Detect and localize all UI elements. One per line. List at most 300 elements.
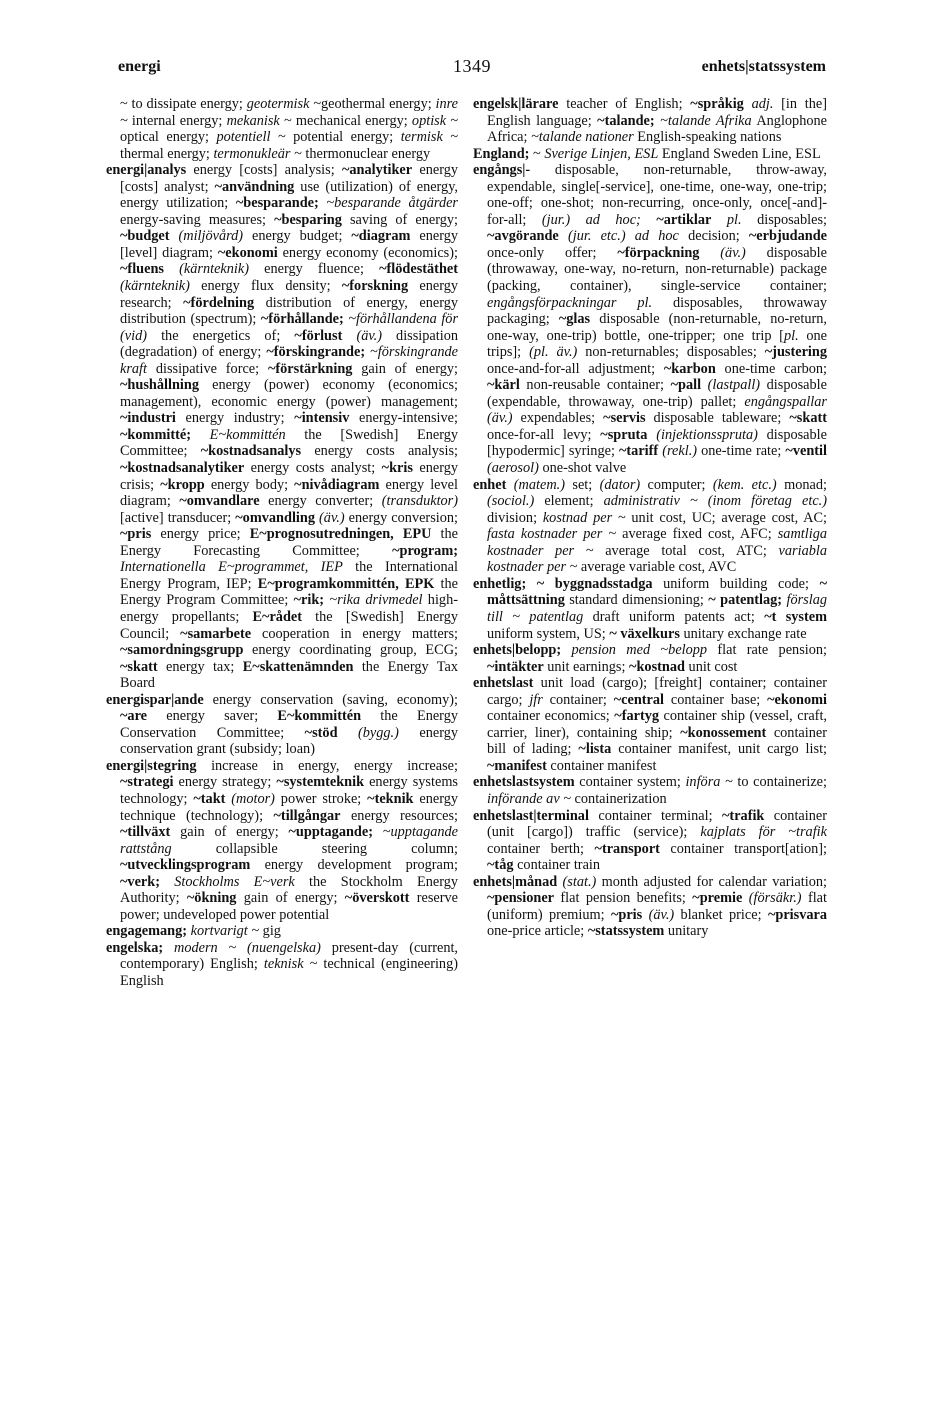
definition-text: mechanical energy; [291, 112, 412, 129]
italic-text: (kärnteknik) [179, 261, 249, 278]
definition-text: energy industry; [175, 410, 295, 427]
definition-text: energy research; [120, 278, 458, 311]
definition-text: gig [259, 923, 281, 940]
italic-text: ~besparande åtgärder [326, 195, 458, 212]
headword-text: enhetslastsystem [473, 774, 575, 791]
headword-text: energi|analys [106, 162, 187, 179]
definition-text: one-shot valve [538, 460, 627, 477]
definition-text: container manifest, unit cargo list; [611, 741, 828, 758]
italic-text: fasta kostnader per ~ [487, 526, 617, 543]
definition-text: average fixed cost, AFC; [616, 526, 778, 543]
headword-text: ~skatt [789, 410, 827, 427]
headword-text: ~artiklar [656, 211, 712, 228]
definition-text: potential energy; [285, 129, 401, 146]
headword-text: enhets|belopp; [473, 642, 562, 659]
definition-text: unitary exchange rate [679, 625, 807, 642]
definition-text: use (utilization) of energy, energy utilization; [120, 178, 459, 212]
dictionary-entry [473, 774, 827, 807]
italic-text: mekanisk ~ [226, 112, 292, 129]
headword-text: ~trafik [722, 807, 765, 824]
headword-text: enhet [473, 476, 507, 493]
headword-text: E~kommittén [277, 708, 362, 725]
italic-text: (äv.) [356, 327, 382, 344]
definition-text: container bill of lading; [487, 724, 828, 758]
definition-text: gain of energy; [236, 890, 345, 907]
headword-text: ~stöd [304, 724, 338, 741]
headword-text: ~ökning [186, 890, 237, 907]
italic-text: (miljövård) [178, 228, 244, 245]
headword-text: ~kärl [487, 377, 520, 394]
definition-text: energy coordinating group, ECG; [243, 642, 458, 659]
definition-text: one trips]; [487, 327, 827, 361]
dictionary-entry [106, 96, 458, 162]
italic-text: ~talande Afrika [660, 112, 752, 129]
italic-text: (bygg.) [358, 724, 399, 741]
headword-text: ~premie [692, 890, 743, 907]
definition-text: ~ to dissipate energy; [120, 96, 247, 112]
headword-text: enhetslast [473, 675, 534, 692]
headword-text: ~systemteknik [276, 774, 365, 791]
headword-text: ~kommitté; [120, 426, 191, 443]
headword-text: ~analytiker [341, 162, 413, 179]
headword-text: ~tillgångar [273, 807, 341, 824]
italic-text: (kärnteknik) [120, 278, 190, 295]
definition-text: energy crisis; [120, 460, 459, 493]
headword-text: E~prognosutredningen, EPU [249, 526, 432, 543]
headword-text: ~pris [610, 906, 643, 923]
definition-text: gain of energy; [170, 824, 289, 841]
headword-text: ~pensioner [487, 890, 555, 907]
headword-text: energispar|ande [106, 691, 204, 708]
headword-text: ~servis [603, 410, 646, 427]
definition-text: the [Swedish] Energy Council; [120, 608, 458, 642]
headword-text: ~nivådiagram [294, 476, 380, 493]
definition-text: disposables; [741, 211, 828, 228]
dictionary-entry [473, 642, 827, 675]
italic-text: E~kommittén [209, 426, 286, 443]
italic-text: potentiell ~ [216, 129, 286, 146]
headword-text: ~talande; [597, 112, 655, 129]
italic-text: (äv.) [319, 509, 345, 526]
definition-text [711, 212, 727, 228]
dictionary-entry [473, 162, 827, 476]
headword-text: ~statssystem [587, 923, 665, 940]
italic-text: kortvarigt ~ [190, 923, 260, 940]
definition-text: [active] transducer; [120, 509, 236, 526]
headword-text: ~flödestäthet [379, 261, 458, 278]
definition-text: energy [costs] analyst; [120, 162, 458, 195]
definition-text [164, 261, 179, 277]
page-number: 1349 [453, 56, 491, 76]
italic-text: (matem.) [513, 476, 565, 493]
headword-text: enhets|månad [473, 873, 558, 890]
headword-text: ~användning [214, 178, 295, 195]
italic-text: teknisk ~ [263, 956, 318, 973]
definition-text: uniform system, US; [487, 625, 610, 642]
italic-text: ~upptagande rattstång [120, 824, 459, 857]
definition-text [641, 212, 657, 228]
headword-text: ~ måttsättning [487, 575, 827, 609]
italic-text: införande av ~ [487, 790, 571, 807]
dictionary-entry [473, 576, 827, 642]
headword-text: ~forskning [341, 278, 409, 295]
definition-text: division; [487, 509, 543, 526]
italic-text: pl. [726, 211, 742, 228]
headword-text: engångs|- [473, 162, 531, 179]
definition-text: draft uniform patents act; [583, 608, 765, 625]
italic-text: (lastpall) [707, 377, 761, 394]
italic-text: (transduktor) [381, 493, 459, 510]
headword-text: ~skatt [120, 658, 158, 675]
right-guide-word: enhets|statssystem [701, 58, 826, 75]
italic-text: (äv.) [648, 906, 675, 923]
headword-text: ~språkig [690, 96, 744, 112]
italic-text: (pl. äv.) [529, 344, 578, 361]
definition-text: cooperation in energy matters; [251, 625, 458, 642]
italic-text: administrativ ~ (inom företag etc.) [603, 493, 828, 510]
definition-text: energy conversion; [344, 509, 458, 526]
headword-text: ~konossement [680, 724, 767, 741]
italic-text: geotermisk ~ [246, 96, 321, 112]
definition-text: reserve power; undeveloped power potential [120, 890, 458, 923]
definition-text: energy fluence; [248, 261, 380, 278]
definition-text: container train [513, 857, 601, 874]
italic-text: (rekl.) [662, 443, 698, 460]
italic-text: inre ~ [120, 96, 458, 129]
headword-text: ~förhållande; [260, 311, 344, 328]
definition-text: the Stockholm Energy Authority; [120, 873, 459, 907]
definition-text: blanket price; [674, 906, 768, 923]
definition-text: energy [level] diagram; [120, 228, 459, 261]
headword-text: ~ekonomi [767, 691, 827, 708]
headword-text: ~intäkter [487, 658, 544, 675]
italic-text: jfr [529, 691, 543, 708]
definition-text: unit cost [684, 658, 738, 675]
definition-text: container manifest [546, 757, 657, 774]
headword-text: ~prisvara [767, 906, 827, 923]
headword-text: England; [473, 145, 530, 162]
definition-text: disposable (expendable, throwaway, one-trip) pallet; [487, 377, 827, 410]
dictionary-entry [106, 692, 458, 758]
definition-text: element; [534, 493, 604, 510]
headword-text: ~överskott [344, 890, 410, 907]
definition-text: the [Swedish] Energy Committee; [120, 426, 458, 460]
definition-text: unitary [664, 923, 709, 940]
definition-text [373, 824, 383, 840]
definition-text: container (unit [cargo]) traffic (service); [487, 807, 827, 841]
headword-text: ~transport [594, 840, 660, 857]
definition-text: technical (engineering) English [120, 956, 458, 989]
definition-text: disposable (throwaway, one-way, no-return, non-returnable) package (packing, container), single-service container; [487, 244, 828, 295]
definition-text: energy budget; [243, 228, 352, 245]
italic-text: engångsförpackningar pl. [487, 294, 653, 311]
definition-text: the Energy Conservation Committee; [120, 708, 458, 741]
headword-text: ~förlust [294, 327, 343, 344]
italic-text: Internationella E~programmet, IEP [120, 559, 343, 576]
italic-text: (försäkr.) [748, 890, 802, 907]
definition-text [647, 427, 656, 443]
italic-text: ~talande nationer [531, 129, 634, 146]
dictionary-entry [106, 923, 458, 940]
headword-text: ~förskingrande; [266, 344, 366, 361]
definition-text: expendables; [512, 410, 604, 427]
definition-text: [in the] English language; [487, 96, 827, 129]
definition-text: disposable, non-returnable, throw-away, expendable, single[-service], one-time, one-way, one-trip; one-off; one-shot; non-recurring, once-only, once[-and]-for-all; [487, 162, 827, 228]
dictionary-entry [473, 874, 827, 940]
definition-text [342, 328, 356, 344]
definition-text: energy costs analysis; [301, 443, 458, 460]
definition-text: energy economy (economics); [277, 244, 458, 261]
definition-text: dissipation (degradation) of energy; [120, 327, 459, 361]
headword-text: ~teknik [367, 790, 414, 807]
definition-text: container system; [574, 774, 686, 791]
definition-text: once-and-for-all adjustment; [487, 360, 664, 377]
definition-text: disposable tableware; [645, 410, 790, 427]
headword-text: engagemang; [106, 923, 188, 940]
italic-text: (stat.) [562, 873, 597, 890]
headword-text: ~intensiv [294, 410, 350, 427]
definition-text: the International Energy Program, IEP; [120, 559, 458, 592]
definition-text: the energetics of; [147, 327, 295, 344]
definition-text [506, 477, 513, 493]
definition-text: energy technique (technology); [120, 790, 458, 824]
definition-text: energy converter; [259, 493, 382, 510]
headword-text: ~program; [392, 542, 458, 559]
definition-text: unit earnings; [543, 658, 630, 675]
headword-text: ~ patentlag; [708, 592, 783, 609]
definition-text: to containerize; [732, 774, 827, 791]
definition-text: thermal energy; [120, 145, 214, 162]
definition-text: flat pension benefits; [554, 890, 693, 907]
headword-text: ~kostnad [629, 658, 685, 675]
definition-text: container; [542, 691, 614, 708]
headword-text: ~pris [120, 526, 152, 543]
headword-text: engelska; [106, 939, 164, 956]
italic-text: (dator) [599, 476, 641, 493]
headword-text: ~besparande; [235, 195, 319, 212]
definition-text: container ship (vessel, craft, carrier, liner), containing ship; [487, 708, 827, 741]
headword-text: ~manifest [487, 757, 547, 774]
headword-text: ~pall [670, 377, 702, 394]
italic-text: Sverige Linjen, ESL [544, 145, 659, 162]
definition-text: non-reusable container; [519, 377, 671, 394]
headword-text: ~kropp [160, 476, 205, 493]
headword-text: ~besparing [274, 211, 342, 228]
headword-text: ~fluens [120, 261, 164, 278]
headword-text: E~rådet [252, 608, 303, 625]
definition-text: month adjusted for calendar variation; [596, 873, 827, 890]
dictionary-entry [473, 808, 827, 874]
definition-text: container berth; [487, 840, 595, 857]
headword-text: ~utvecklingsprogram [120, 857, 251, 874]
definition-text [744, 96, 752, 112]
definition-text: energy body; [204, 476, 295, 493]
definition-text: unit cost, UC; average cost, AC; [625, 509, 828, 526]
italic-text: (sociol.) [487, 493, 535, 510]
definition-text: saving of energy; [341, 211, 458, 228]
italic-text: ~förhållandena för (vid) [120, 311, 459, 344]
headword-text: ~budget [120, 228, 170, 245]
italic-text: ~rika drivmedel [329, 592, 423, 609]
definition-text: energy saver; [147, 708, 278, 725]
italic-text: (äv.) [720, 244, 746, 261]
headword-text: ~erbjudande [748, 228, 828, 245]
definition-text: energy tax; [157, 658, 243, 675]
headword-text: ~avgörande [487, 228, 559, 245]
left-guide-word: energi [118, 58, 161, 75]
headword-text: ~ växelkurs [609, 625, 680, 642]
definition-text: energy systems technology; [120, 774, 458, 807]
definition-text: energy flux density; [189, 278, 342, 295]
headword-text: ~ekonomi [217, 244, 278, 261]
headword-text: ~hushållning [120, 377, 199, 394]
italic-text: modern ~ (nuengelska) [174, 939, 321, 956]
definition-text: one-time carbon; [715, 360, 827, 377]
definition-text: teacher of English; [558, 96, 691, 112]
italic-text: pension med ~belopp [571, 642, 708, 659]
dictionary-entry [106, 940, 458, 990]
italic-text: pl. [783, 327, 799, 344]
headword-text: ~samordningsgrupp [120, 642, 244, 659]
italic-text: ~förskingrande kraft [120, 344, 458, 377]
definition-text: unit load (cargo); [freight] container; container cargo; [487, 675, 827, 708]
definition-text: high-energy propellants; [120, 592, 458, 625]
definition-text: one-time rate; [697, 443, 786, 460]
definition-text: disposable (non-returnable, no-return, one-way, one-trip) bottle, one-tripper; one trip [ [487, 311, 827, 344]
headword-text: E~skattenämnden [242, 658, 354, 675]
definition-text: container base; [664, 691, 768, 708]
italic-text: (jur.) ad hoc; [541, 211, 641, 228]
dictionary-entry [473, 675, 827, 774]
definition-text: standard dimensioning; [564, 592, 709, 609]
definition-text: uniform building code; [652, 575, 820, 592]
headword-text: ~strategi [120, 774, 174, 791]
definition-text: energy price; [151, 526, 250, 543]
headword-text: ~t system [764, 608, 828, 625]
definition-text: flat (uniform) premium; [487, 890, 827, 923]
italic-text: kajplats för ~trafik [700, 824, 827, 841]
dictionary-entry [473, 477, 827, 576]
definition-text: energy (power) economy (economics; management), economic energy (power) management; [120, 377, 458, 410]
headword-text: ~tariff [618, 443, 659, 460]
italic-text: förslag till ~ patentlag [487, 592, 827, 625]
headword-text: ~central [613, 691, 664, 708]
italic-text: (motor) [231, 790, 275, 807]
definition-text: once-only offer; [487, 244, 618, 261]
definition-text: energy development program; [250, 857, 458, 874]
headword-text: ~are [120, 708, 148, 725]
headword-text: ~omvandlare [179, 493, 260, 510]
italic-text: införa ~ [685, 774, 733, 791]
definition-text: the Energy Program Committee; [120, 575, 458, 609]
right-column [473, 96, 827, 940]
headword-text: ~omvandling [235, 509, 315, 526]
headword-text: ~lista [578, 741, 612, 758]
italic-text: termisk ~ [400, 129, 458, 146]
definition-text: energy level diagram; [120, 476, 458, 510]
headword-text: ~tillväxt [120, 824, 171, 841]
definition-text [160, 874, 174, 890]
headword-text: ~fartyg [614, 708, 660, 725]
definition-text: average total cost, ATC; [593, 542, 779, 559]
definition-text: non-returnables; disposables; [577, 344, 765, 361]
definition-text: power stroke; [274, 790, 368, 807]
definition-text [559, 228, 568, 244]
definition-text: energy costs analyst; [244, 460, 382, 477]
left-column [106, 96, 458, 990]
definition-text: container terminal; [588, 807, 722, 824]
definition-text [191, 427, 210, 443]
definition-text: container economics; [487, 708, 615, 725]
definition-text: England Sweden Line, ESL [658, 145, 821, 162]
headword-text: ~verk; [120, 873, 160, 890]
definition-text: energy strategy; [173, 774, 277, 791]
definition-text: dissipative force; [147, 360, 268, 377]
definition-text: one-price article; [487, 923, 588, 940]
definition-text: geothermal energy; [320, 96, 436, 112]
definition-text: disposables, throwaway packaging; [487, 294, 827, 328]
headword-text: ~kris [381, 460, 413, 477]
definition-text: set; [564, 476, 600, 493]
headword-text: ~karbon [663, 360, 716, 377]
headword-text: ~glas [558, 311, 591, 328]
headword-text: ~samarbete [180, 625, 252, 642]
definition-text: disposable [hypodermic] syringe; [487, 426, 827, 460]
italic-text: (jur. etc.) ad hoc [567, 228, 679, 245]
definition-text: thermonuclear energy [301, 145, 431, 162]
headword-text: ~spruta [600, 426, 648, 443]
headword-text: engelsk|lärare [473, 96, 559, 112]
definition-text: computer; [640, 476, 713, 493]
definition-text: energy [costs] analysis; [186, 162, 342, 179]
headword-text: ~fördelning [183, 294, 255, 311]
dictionary-entry [106, 162, 458, 692]
headword-text: ~upptagande; [288, 824, 373, 841]
definition-text [338, 725, 358, 741]
italic-text: (kem. etc.) [712, 476, 777, 493]
definition-text: monad; [776, 476, 827, 493]
italic-text: samtliga kostnader per ~ [487, 526, 827, 559]
definition-text: increase in energy, energy increase; [196, 757, 458, 774]
italic-text: variabla kostnader per ~ [487, 542, 827, 576]
definition-text: flat rate pension; [707, 642, 827, 659]
definition-text: gain of energy; [352, 360, 458, 377]
definition-text: optical energy; [120, 129, 217, 146]
italic-text: adj. [751, 96, 774, 112]
headword-text: enhetslast|terminal [473, 807, 589, 824]
definition-text: average variable cost, AVC [577, 559, 737, 576]
definition-text: energy-saving measures; [120, 211, 275, 228]
definition-text: internal energy; [127, 112, 227, 129]
italic-text: Stockholms E~verk [174, 873, 295, 890]
definition-text: energy resources; [340, 807, 459, 824]
headword-text: ~kostnadsanalys [200, 443, 302, 460]
definition-text: present-day (current, contemporary) English; [120, 939, 459, 973]
definition-text: ~ [529, 145, 545, 162]
italic-text: kostnad per ~ [542, 509, 626, 526]
headword-text: energi|stegring [106, 757, 197, 774]
definition-text: energy-intensive; [349, 410, 458, 427]
definition-text: English-speaking nations [633, 129, 782, 146]
definition-text [701, 377, 708, 393]
headword-text: E~programkommittén, EPK [257, 575, 435, 592]
definition-text: the Energy Forecasting Committee; [120, 526, 458, 559]
definition-text [699, 245, 720, 261]
definition-text: energy conservation grant (subsidy; loan) [120, 724, 458, 758]
headword-text: ~förpackning [617, 244, 700, 261]
definition-text: containerization [570, 790, 667, 807]
headword-text: ~rik; [293, 592, 325, 609]
